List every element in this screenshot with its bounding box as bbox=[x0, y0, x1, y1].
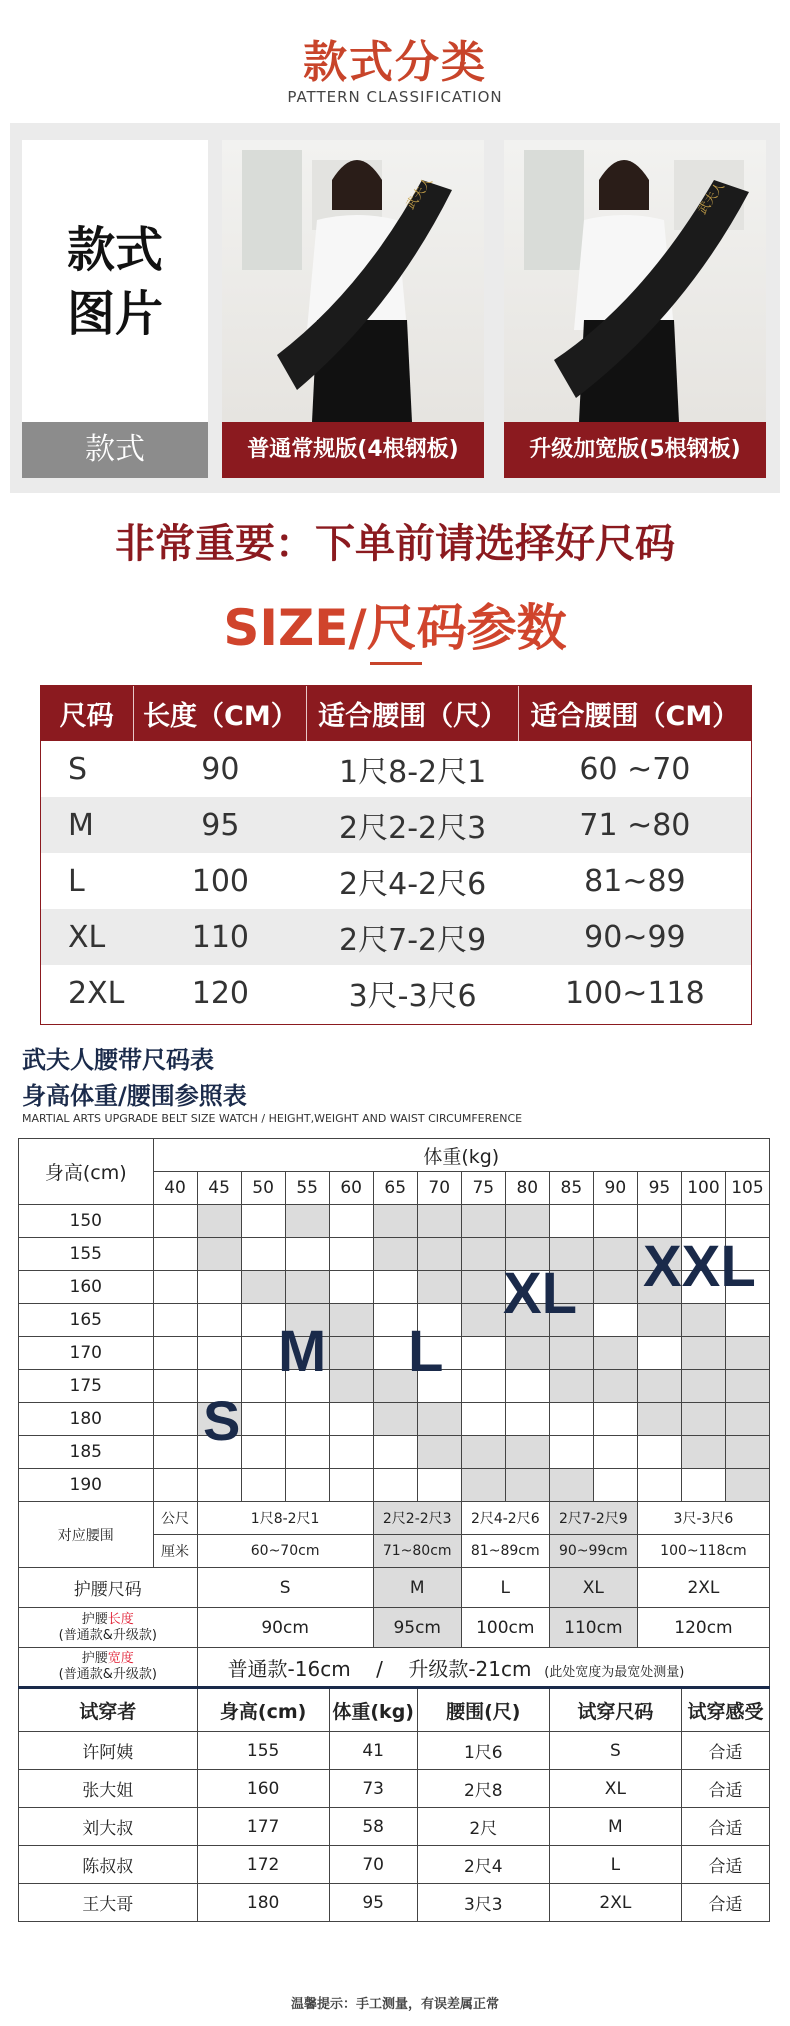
trial-cell: 180 bbox=[197, 1884, 329, 1922]
grid-cell bbox=[593, 1238, 637, 1271]
trial-cell: 合适 bbox=[681, 1846, 769, 1884]
size-letter: XXL bbox=[643, 1234, 756, 1299]
height-cell: 170 bbox=[19, 1337, 154, 1370]
waist-cm-cell: 90~99cm bbox=[549, 1535, 637, 1568]
grid-cell bbox=[329, 1271, 373, 1304]
grid-cell bbox=[373, 1238, 417, 1271]
cell: 2尺2-2尺3 bbox=[307, 797, 518, 853]
grid-cell bbox=[241, 1271, 285, 1304]
header-title: 款式分类 bbox=[303, 37, 487, 88]
cell: M bbox=[40, 797, 134, 853]
trial-header: 身高(cm) bbox=[197, 1688, 329, 1732]
size-row-cell: L bbox=[461, 1568, 549, 1608]
height-row bbox=[19, 1337, 770, 1370]
grid-cell bbox=[681, 1370, 725, 1403]
trial-cell: 172 bbox=[197, 1846, 329, 1884]
cell: 1尺8-2尺1 bbox=[307, 741, 518, 797]
grid-cell bbox=[549, 1436, 593, 1469]
cell: 3尺-3尺6 bbox=[307, 965, 518, 1021]
grid-cell bbox=[549, 1337, 593, 1370]
trial-cell: 58 bbox=[329, 1808, 417, 1846]
grid-cell bbox=[197, 1271, 241, 1304]
weight-col: 40 bbox=[153, 1172, 197, 1205]
trial-cell: 张大姐 bbox=[19, 1770, 198, 1808]
grid-cell bbox=[285, 1238, 329, 1271]
size-row-label: 护腰尺码 bbox=[19, 1568, 198, 1608]
grid-cell bbox=[285, 1205, 329, 1238]
trial-cell: 2尺4 bbox=[417, 1846, 549, 1884]
height-row bbox=[19, 1403, 770, 1436]
grid-cell bbox=[725, 1370, 769, 1403]
trial-cell: 合适 bbox=[681, 1770, 769, 1808]
grid-cell bbox=[681, 1403, 725, 1436]
grid-cell bbox=[725, 1337, 769, 1370]
grid-cell bbox=[549, 1403, 593, 1436]
grid-cell bbox=[461, 1337, 505, 1370]
size-row-cell: M bbox=[373, 1568, 461, 1608]
size-letter: S bbox=[203, 1389, 241, 1452]
grid-cell bbox=[637, 1436, 681, 1469]
trial-header: 腰围(尺) bbox=[417, 1688, 549, 1732]
height-header: 身高(cm) bbox=[19, 1139, 154, 1205]
grid-cell bbox=[637, 1403, 681, 1436]
grid-cell bbox=[461, 1304, 505, 1337]
model-belt-illustration bbox=[504, 140, 766, 422]
grid-cell bbox=[153, 1304, 197, 1337]
grid-cell bbox=[681, 1337, 725, 1370]
waist-cm-cell: 71~80cm bbox=[373, 1535, 461, 1568]
trial-cell: 合适 bbox=[681, 1808, 769, 1846]
height-row bbox=[19, 1469, 770, 1502]
weight-col: 75 bbox=[461, 1172, 505, 1205]
length-cell: 120cm bbox=[637, 1608, 769, 1648]
cell: 81~89 bbox=[518, 853, 751, 909]
trial-cell: 3尺3 bbox=[417, 1884, 549, 1922]
trial-row bbox=[19, 1808, 770, 1846]
trial-row bbox=[19, 1732, 770, 1770]
grid-cell bbox=[461, 1238, 505, 1271]
cell: 2尺7-2尺9 bbox=[307, 909, 518, 965]
grid-cell bbox=[417, 1238, 461, 1271]
grid-cell bbox=[153, 1403, 197, 1436]
height-cell: 175 bbox=[19, 1370, 154, 1403]
svg-text:武夫人: 武夫人 bbox=[694, 179, 728, 217]
model-belt-illustration bbox=[222, 140, 484, 422]
trial-cell: S bbox=[549, 1732, 681, 1770]
grid-cell bbox=[681, 1436, 725, 1469]
trial-cell: 177 bbox=[197, 1808, 329, 1846]
height-row bbox=[19, 1370, 770, 1403]
size-row-cell: XL bbox=[549, 1568, 637, 1608]
caption-upgrade: 升级加宽版(5根钢板) bbox=[504, 422, 766, 478]
grid-cell bbox=[197, 1205, 241, 1238]
grid-cell bbox=[241, 1205, 285, 1238]
grid-cell bbox=[417, 1205, 461, 1238]
cell: 100 bbox=[134, 853, 307, 909]
weight-header: 体重(kg) bbox=[153, 1139, 769, 1172]
trial-cell: 155 bbox=[197, 1732, 329, 1770]
weight-col: 70 bbox=[417, 1172, 461, 1205]
grid-cell bbox=[637, 1337, 681, 1370]
grid-cell bbox=[329, 1436, 373, 1469]
height-cell: 150 bbox=[19, 1205, 154, 1238]
chi-label: 公尺 bbox=[153, 1502, 197, 1535]
grid-cell bbox=[417, 1271, 461, 1304]
size-letter: XL bbox=[503, 1261, 578, 1326]
grid-cell bbox=[505, 1337, 549, 1370]
length-cell: 110cm bbox=[549, 1608, 637, 1648]
trial-cell: 王大哥 bbox=[19, 1884, 198, 1922]
length-cell: 100cm bbox=[461, 1608, 549, 1648]
grid-cell bbox=[549, 1370, 593, 1403]
height-cell: 180 bbox=[19, 1403, 154, 1436]
grid-cell bbox=[505, 1469, 549, 1502]
grid-cell bbox=[285, 1469, 329, 1502]
waist-chi-cell: 2尺7-2尺9 bbox=[549, 1502, 637, 1535]
cell: 71 ~80 bbox=[518, 797, 751, 853]
grid-cell bbox=[197, 1469, 241, 1502]
trial-cell: 70 bbox=[329, 1846, 417, 1884]
grid-cell bbox=[725, 1469, 769, 1502]
cell: L bbox=[40, 853, 134, 909]
grid-cell bbox=[505, 1403, 549, 1436]
grid-cell bbox=[417, 1403, 461, 1436]
grid-cell bbox=[593, 1205, 637, 1238]
grid-cell bbox=[505, 1205, 549, 1238]
cell: 2尺4-2尺6 bbox=[307, 853, 518, 909]
trial-header: 试穿尺码 bbox=[549, 1688, 681, 1732]
grid-cell bbox=[725, 1436, 769, 1469]
size-reference-chart bbox=[18, 1138, 770, 1922]
weight-col: 100 bbox=[681, 1172, 725, 1205]
trial-cell: 1尺6 bbox=[417, 1732, 549, 1770]
grid-cell bbox=[329, 1205, 373, 1238]
trial-cell: 73 bbox=[329, 1770, 417, 1808]
trial-cell: 95 bbox=[329, 1884, 417, 1922]
cm-label: 厘米 bbox=[153, 1535, 197, 1568]
grid-cell bbox=[373, 1403, 417, 1436]
grid-cell bbox=[241, 1469, 285, 1502]
grid-cell bbox=[329, 1403, 373, 1436]
trial-row bbox=[19, 1770, 770, 1808]
trial-cell: 160 bbox=[197, 1770, 329, 1808]
grid-cell bbox=[197, 1238, 241, 1271]
weight-col: 60 bbox=[329, 1172, 373, 1205]
weight-col: 45 bbox=[197, 1172, 241, 1205]
length-label: 护腰长度 (普通款&升级款) bbox=[19, 1608, 198, 1648]
grid-cell bbox=[153, 1469, 197, 1502]
grid-cell bbox=[725, 1304, 769, 1337]
trial-row bbox=[19, 1846, 770, 1884]
grid-cell bbox=[329, 1370, 373, 1403]
weight-col: 65 bbox=[373, 1172, 417, 1205]
grid-cell bbox=[417, 1436, 461, 1469]
waist-label: 对应腰围 bbox=[19, 1502, 154, 1568]
grid-cell bbox=[681, 1304, 725, 1337]
product-photo-normal bbox=[222, 140, 484, 422]
grid-cell bbox=[373, 1205, 417, 1238]
weight-col: 85 bbox=[549, 1172, 593, 1205]
chart-subtitle: MARTIAL ARTS UPGRADE BELT SIZE WATCH / HEIGHT,WEIGHT AND WAIST CIRCUMFERENCE bbox=[22, 1112, 523, 1125]
height-row bbox=[19, 1304, 770, 1337]
cell: 60 ~70 bbox=[518, 741, 751, 797]
waist-chi-cell: 3尺-3尺6 bbox=[637, 1502, 769, 1535]
col-header: 适合腰围（尺） bbox=[307, 685, 518, 741]
caption-normal: 普通常规版(4根钢板) bbox=[222, 422, 484, 478]
grid-cell bbox=[461, 1370, 505, 1403]
width-cell: 普通款-16cm / 升级款-21cm (此处宽度为最宽处测量) bbox=[197, 1648, 769, 1688]
trial-cell: 陈叔叔 bbox=[19, 1846, 198, 1884]
grid-cell bbox=[241, 1436, 285, 1469]
grid-cell bbox=[153, 1370, 197, 1403]
grid-cell bbox=[593, 1337, 637, 1370]
weight-col: 50 bbox=[241, 1172, 285, 1205]
trial-header: 试穿感受 bbox=[681, 1688, 769, 1732]
col-header: 尺码 bbox=[40, 685, 134, 741]
grid-cell bbox=[153, 1271, 197, 1304]
size-row-cell: S bbox=[197, 1568, 373, 1608]
waist-cm-cell: 100~118cm bbox=[637, 1535, 769, 1568]
grid-cell bbox=[461, 1403, 505, 1436]
grid-cell bbox=[329, 1304, 373, 1337]
grid-cell bbox=[417, 1469, 461, 1502]
height-cell: 185 bbox=[19, 1436, 154, 1469]
grid-cell bbox=[285, 1403, 329, 1436]
svg-text:武夫人: 武夫人 bbox=[402, 174, 436, 212]
waist-cm-cell: 60~70cm bbox=[197, 1535, 373, 1568]
grid-cell bbox=[241, 1403, 285, 1436]
grid-cell bbox=[593, 1403, 637, 1436]
size-table-border bbox=[40, 685, 752, 1025]
grid-cell bbox=[373, 1436, 417, 1469]
style-label: 款式 图片 bbox=[66, 222, 163, 342]
grid-cell bbox=[593, 1436, 637, 1469]
grid-cell bbox=[637, 1469, 681, 1502]
grid-cell bbox=[285, 1271, 329, 1304]
cell: 110 bbox=[134, 909, 307, 965]
cell: 2XL bbox=[40, 965, 134, 1021]
waist-chi-cell: 2尺4-2尺6 bbox=[461, 1502, 549, 1535]
weight-col: 80 bbox=[505, 1172, 549, 1205]
waist-chi-cell: 2尺2-2尺3 bbox=[373, 1502, 461, 1535]
grid-cell bbox=[637, 1304, 681, 1337]
height-cell: 160 bbox=[19, 1271, 154, 1304]
cell: 90~99 bbox=[518, 909, 751, 965]
grid-cell bbox=[153, 1205, 197, 1238]
grid-cell bbox=[241, 1238, 285, 1271]
trial-cell: 合适 bbox=[681, 1884, 769, 1922]
cell: S bbox=[40, 741, 134, 797]
trial-cell: 2XL bbox=[549, 1884, 681, 1922]
title-underline bbox=[370, 662, 422, 665]
weight-col: 95 bbox=[637, 1172, 681, 1205]
grid-cell bbox=[373, 1271, 417, 1304]
grid-cell bbox=[153, 1337, 197, 1370]
grid-cell bbox=[549, 1205, 593, 1238]
grid-cell bbox=[285, 1436, 329, 1469]
waist-chi-cell: 1尺8-2尺1 bbox=[197, 1502, 373, 1535]
important-notice: 非常重要：下单前请选择好尺码 bbox=[115, 521, 675, 567]
size-letter: M bbox=[278, 1319, 327, 1384]
trial-cell: 41 bbox=[329, 1732, 417, 1770]
grid-cell bbox=[725, 1403, 769, 1436]
grid-cell bbox=[681, 1469, 725, 1502]
weight-col: 55 bbox=[285, 1172, 329, 1205]
grid-cell bbox=[329, 1337, 373, 1370]
size-row-cell: 2XL bbox=[637, 1568, 769, 1608]
grid-cell bbox=[461, 1469, 505, 1502]
trial-header: 体重(kg) bbox=[329, 1688, 417, 1732]
chart-title-2: 身高体重/腰围参照表 bbox=[22, 1082, 247, 1110]
grid-cell bbox=[197, 1337, 241, 1370]
height-row bbox=[19, 1436, 770, 1469]
grid-cell bbox=[153, 1238, 197, 1271]
waist-cm-cell: 81~89cm bbox=[461, 1535, 549, 1568]
trial-cell: M bbox=[549, 1808, 681, 1846]
chart-title: 武夫人腰带尺码表 bbox=[22, 1046, 214, 1074]
grid-cell bbox=[549, 1469, 593, 1502]
grid-cell bbox=[373, 1469, 417, 1502]
grid-cell bbox=[461, 1436, 505, 1469]
cell: 90 bbox=[134, 741, 307, 797]
length-cell: 90cm bbox=[197, 1608, 373, 1648]
trial-cell: L bbox=[549, 1846, 681, 1884]
trial-cell: 合适 bbox=[681, 1732, 769, 1770]
weight-col: 90 bbox=[593, 1172, 637, 1205]
trial-cell: 2尺8 bbox=[417, 1770, 549, 1808]
cell: 95 bbox=[134, 797, 307, 853]
weight-col: 105 bbox=[725, 1172, 769, 1205]
grid-cell bbox=[637, 1370, 681, 1403]
grid-cell bbox=[505, 1436, 549, 1469]
grid-cell bbox=[505, 1370, 549, 1403]
length-cell: 95cm bbox=[373, 1608, 461, 1648]
cell: 120 bbox=[134, 965, 307, 1021]
product-photo-upgrade bbox=[504, 140, 766, 422]
grid-cell bbox=[461, 1271, 505, 1304]
size-letter: L bbox=[408, 1319, 444, 1384]
height-cell: 165 bbox=[19, 1304, 154, 1337]
grid-cell bbox=[329, 1469, 373, 1502]
width-label: 护腰宽度 (普通款&升级款) bbox=[19, 1648, 198, 1688]
trial-row bbox=[19, 1884, 770, 1922]
trial-cell: 许阿姨 bbox=[19, 1732, 198, 1770]
grid-cell bbox=[329, 1238, 373, 1271]
trial-cell: XL bbox=[549, 1770, 681, 1808]
grid-cell bbox=[593, 1271, 637, 1304]
cell: 100~118 bbox=[518, 965, 751, 1021]
trial-cell: 刘大叔 bbox=[19, 1808, 198, 1846]
height-cell: 155 bbox=[19, 1238, 154, 1271]
grid-cell bbox=[593, 1370, 637, 1403]
grid-cell bbox=[153, 1436, 197, 1469]
grid-cell bbox=[461, 1205, 505, 1238]
grid-cell bbox=[593, 1469, 637, 1502]
style-label-foot: 款式 bbox=[22, 422, 208, 478]
height-cell: 190 bbox=[19, 1469, 154, 1502]
header-subtitle: PATTERN CLASSIFICATION bbox=[287, 88, 503, 106]
col-header: 长度（CM） bbox=[134, 685, 307, 741]
col-header: 适合腰围（CM） bbox=[518, 685, 751, 741]
trial-header: 试穿者 bbox=[19, 1688, 198, 1732]
trial-cell: 2尺 bbox=[417, 1808, 549, 1846]
cell: XL bbox=[40, 909, 134, 965]
size-title: SIZE/尺码参数 bbox=[223, 599, 567, 657]
grid-cell bbox=[593, 1304, 637, 1337]
grid-cell bbox=[197, 1304, 241, 1337]
footer-note: 温馨提示：手工测量，有误差属正常 bbox=[290, 1997, 499, 2012]
